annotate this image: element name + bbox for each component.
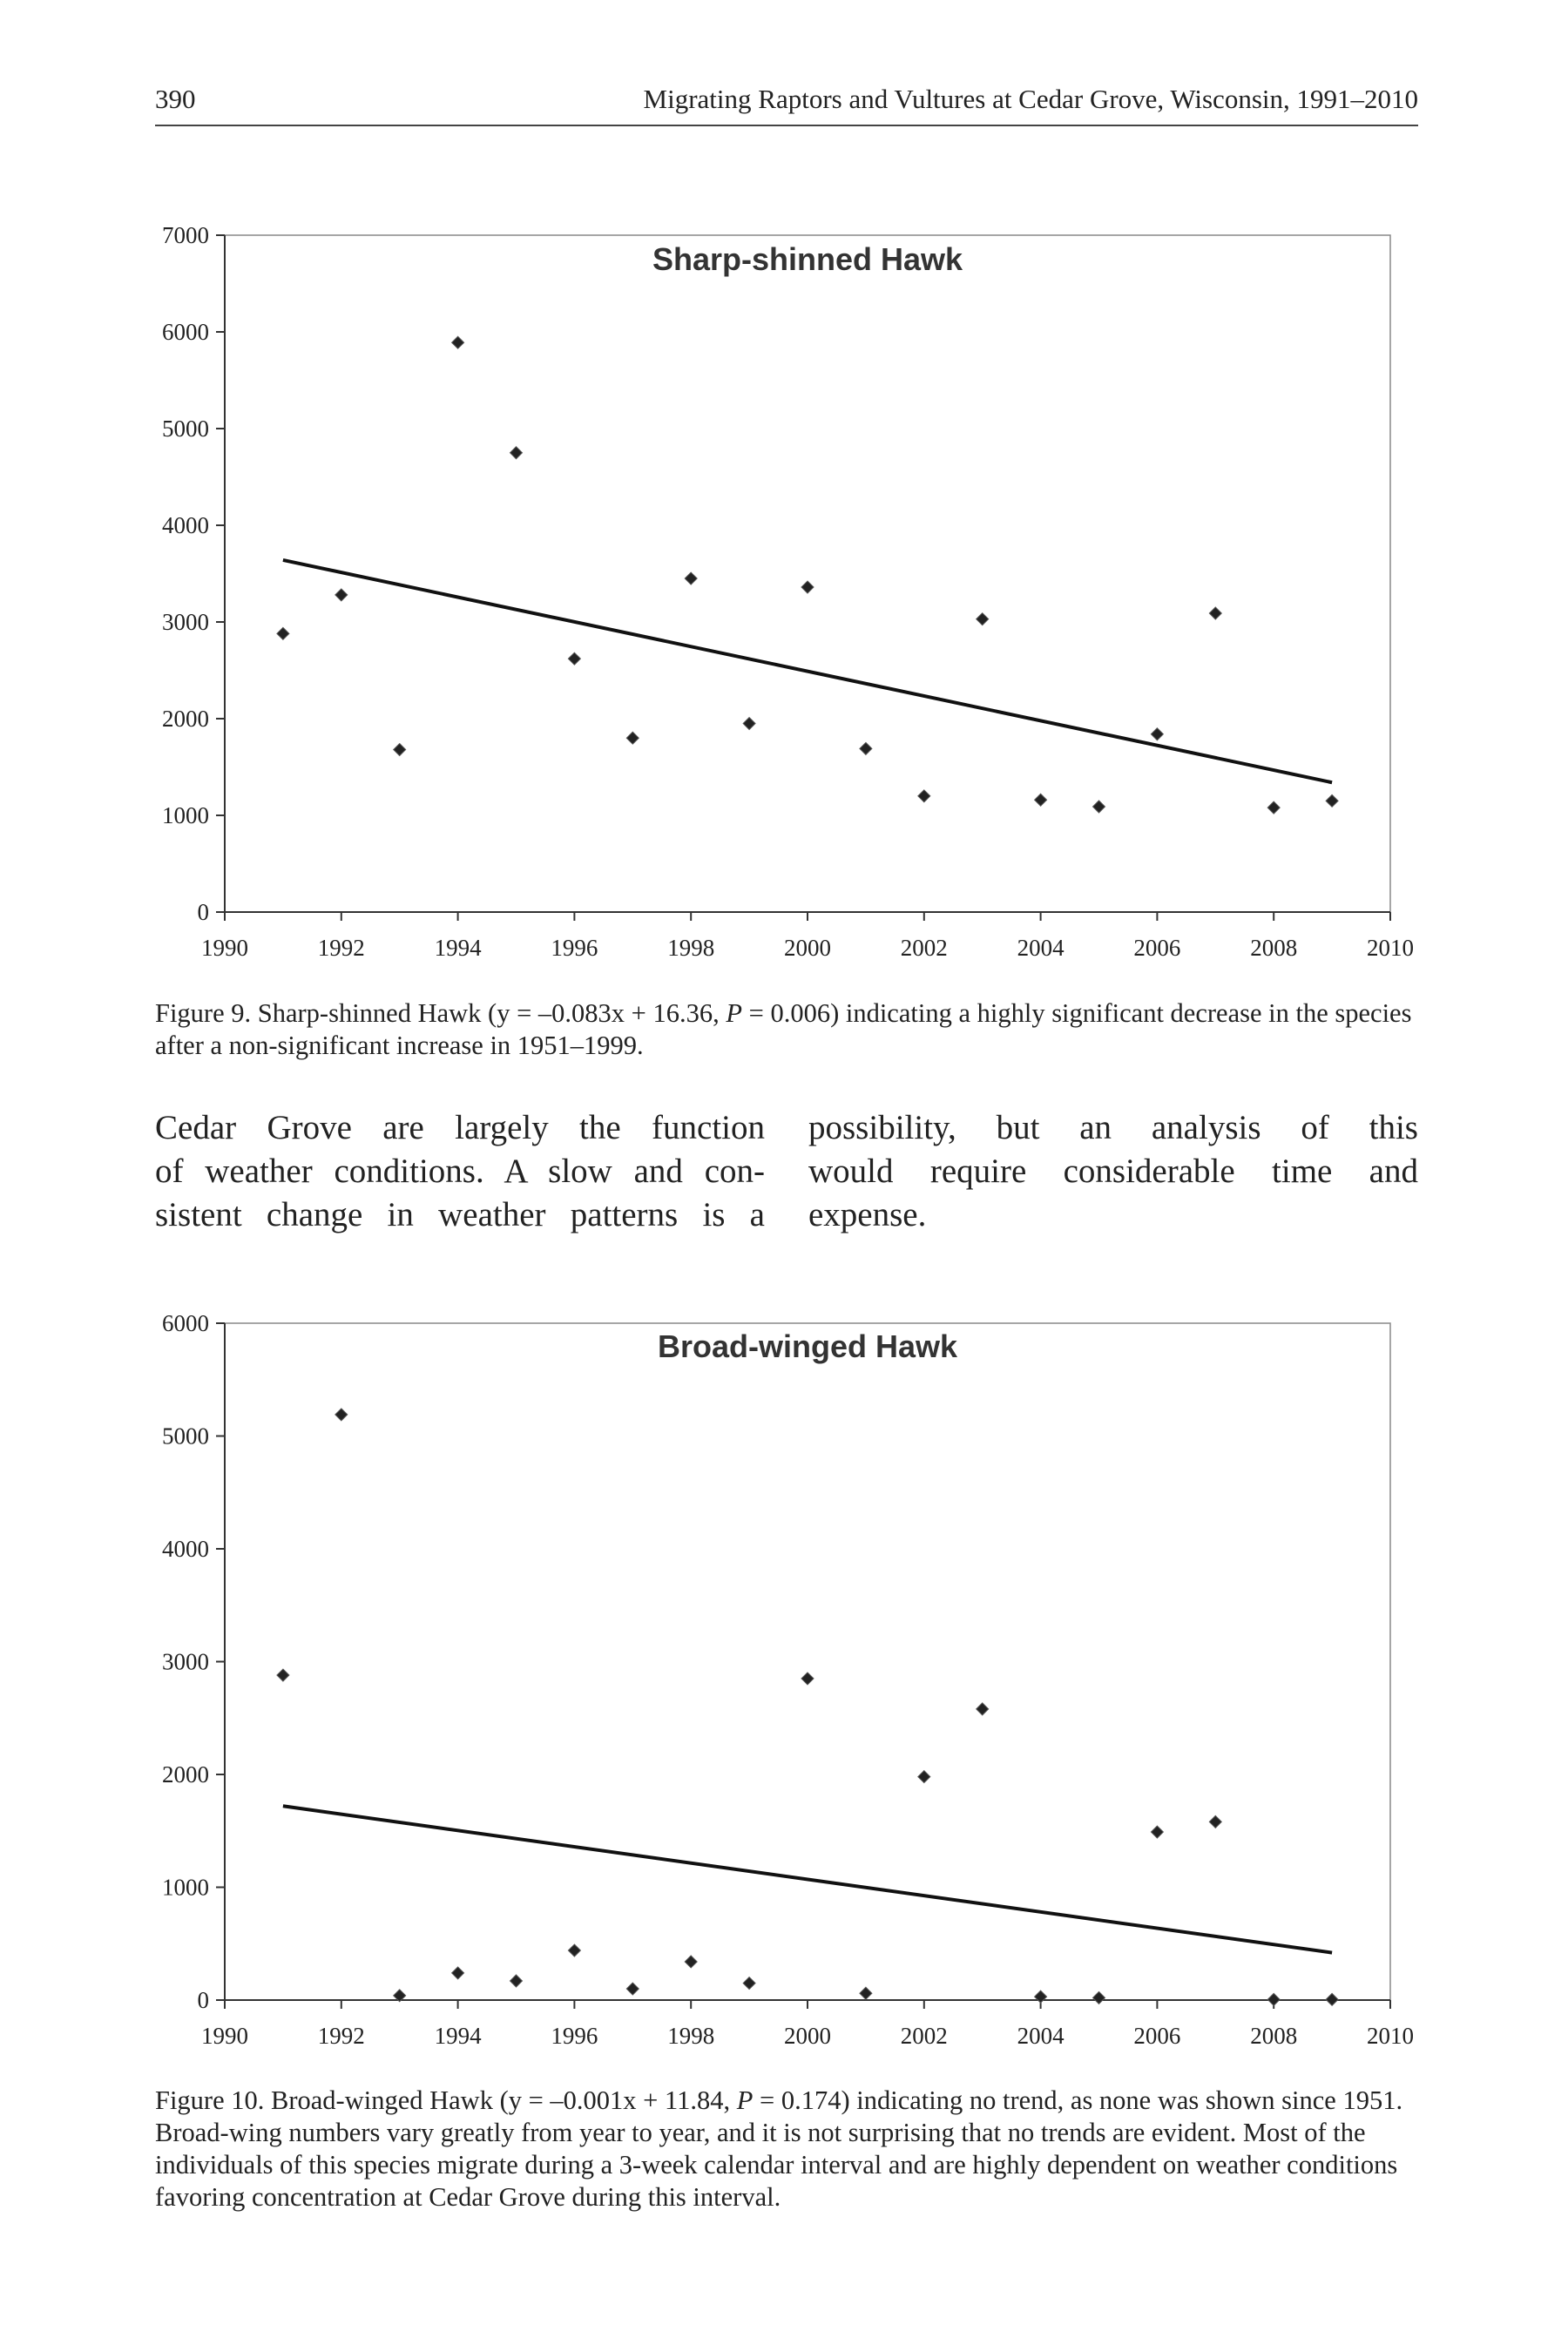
x-tick-label: 1998: [667, 935, 715, 961]
y-tick-label: 5000: [162, 1423, 209, 1450]
data-point: [510, 447, 523, 459]
x-tick-label: 2010: [1367, 2023, 1414, 2049]
sharp-shinned-hawk-chart: [0, 0, 1568, 976]
x-tick-label: 1994: [434, 2023, 482, 2049]
data-point: [394, 744, 406, 756]
x-tick-label: 2008: [1250, 2023, 1298, 2049]
data-point: [1209, 1815, 1221, 1828]
x-tick-label: 1996: [551, 2023, 598, 2049]
data-point: [1326, 1993, 1338, 2005]
data-point: [977, 1703, 989, 1715]
data-point: [568, 652, 580, 665]
data-point: [510, 1975, 523, 1987]
y-tick-label: 2000: [162, 1761, 209, 1788]
body-line: sistent change in weather patterns is a: [155, 1196, 765, 1233]
body-text-column-1: [155, 1106, 765, 1237]
data-point: [1035, 794, 1047, 806]
data-point: [1151, 1826, 1163, 1838]
x-tick-label: 2002: [900, 2023, 948, 2049]
x-tick-label: 2000: [784, 2023, 831, 2049]
body-line: expense.: [808, 1196, 927, 1233]
figure-10-caption-p: P: [736, 2085, 754, 2115]
y-tick-label: 6000: [162, 1310, 209, 1336]
x-tick-label: 2004: [1017, 935, 1064, 961]
data-point: [277, 1669, 289, 1681]
broad-winged-hawk-chart-svg: [0, 1272, 1568, 2082]
x-tick-label: 2000: [784, 935, 831, 961]
x-tick-label: 1990: [201, 935, 248, 961]
y-tick-label: 6000: [162, 319, 209, 345]
data-point: [568, 1944, 580, 1957]
data-point: [860, 742, 872, 754]
data-point: [452, 336, 464, 348]
data-point: [801, 581, 814, 593]
x-tick-label: 1994: [434, 935, 482, 961]
data-point: [918, 790, 930, 802]
figure-9-caption-b: = 0.006) indicating a highly significant decrease in the species after a non-significant increase in 1951–1999.: [155, 998, 1412, 1060]
x-tick-label: 2006: [1133, 935, 1181, 961]
data-point: [1267, 1993, 1280, 2005]
plot-area-frame: [225, 235, 1390, 912]
data-point: [626, 732, 639, 744]
data-point: [1093, 1991, 1105, 2004]
data-point: [918, 1771, 930, 1783]
x-tick-label: 2004: [1017, 2023, 1064, 2049]
data-point: [743, 1977, 755, 1990]
broad-winged-hawk-chart: [0, 1272, 1568, 2082]
x-tick-label: 1992: [317, 935, 365, 961]
sharp-shinned-hawk-chart-svg: [0, 0, 1568, 976]
data-point: [685, 572, 697, 585]
y-tick-label: 0: [197, 899, 209, 925]
figure-10-caption-a: Figure 10. Broad-winged Hawk (y = –0.001x + 11.84,: [155, 2085, 737, 2115]
body-line: Cedar Grove are largely the function: [155, 1109, 765, 1146]
page-number: 390: [155, 84, 196, 114]
figure-10-caption-b: = 0.174) indicating no trend, as none was shown since 1951. Broad-wing numbers vary greatly from year to year, and it is not surprising that no trends are evident. Most of the individuals of this species migrate during a 3-week calendar interval and are highly dependent on weather conditions favoring concentration at Cedar Grove during this interval.: [155, 2085, 1403, 2212]
running-title: Migrating Raptors and Vultures at Cedar Grove, Wisconsin, 1991–2010: [643, 84, 1418, 114]
data-point: [743, 718, 755, 730]
body-line: would require considerable time and: [808, 1152, 1418, 1190]
body-text-column-2: [808, 1106, 1418, 1237]
y-tick-label: 1000: [162, 802, 209, 828]
data-point: [1326, 794, 1338, 807]
data-point: [1093, 801, 1105, 813]
data-point: [801, 1673, 814, 1685]
figure-9-caption-a: Figure 9. Sharp-shinned Hawk (y = –0.083x + 16.36,: [155, 998, 727, 1028]
data-point: [860, 1987, 872, 1999]
data-point: [1151, 728, 1163, 740]
y-tick-label: 3000: [162, 609, 209, 635]
body-line: of weather conditions. A slow and con-: [155, 1152, 765, 1190]
x-tick-label: 1998: [667, 2023, 715, 2049]
x-tick-label: 2006: [1133, 2023, 1181, 2049]
chart-title: Broad-winged Hawk: [657, 1328, 958, 1364]
y-tick-label: 0: [197, 1987, 209, 2013]
x-tick-label: 2010: [1367, 935, 1414, 961]
chart-title: Sharp-shinned Hawk: [652, 241, 963, 277]
data-point: [277, 627, 289, 639]
y-tick-label: 4000: [162, 512, 209, 538]
data-point: [626, 1983, 639, 1995]
x-tick-label: 2002: [900, 935, 948, 961]
figure-9-caption-p: P: [726, 998, 742, 1028]
y-tick-label: 2000: [162, 706, 209, 732]
trend-line: [283, 1806, 1332, 1952]
y-tick-label: 1000: [162, 1874, 209, 1901]
body-line: possibility, but an analysis of this: [808, 1109, 1418, 1146]
x-tick-label: 1992: [317, 2023, 365, 2049]
y-tick-label: 5000: [162, 416, 209, 442]
figure-9-caption: [155, 997, 1418, 1062]
y-tick-label: 3000: [162, 1648, 209, 1675]
plot-area-frame: [225, 1323, 1390, 2000]
y-tick-label: 7000: [162, 222, 209, 248]
data-point: [1035, 1990, 1047, 2003]
data-point: [335, 1409, 348, 1421]
data-point: [685, 1956, 697, 1968]
data-point: [452, 1967, 464, 1979]
data-point: [977, 613, 989, 625]
data-point: [335, 589, 348, 601]
y-tick-label: 4000: [162, 1536, 209, 1562]
x-tick-label: 1996: [551, 935, 598, 961]
data-point: [1209, 607, 1221, 619]
figure-10-caption: [155, 2085, 1418, 2213]
x-tick-label: 2008: [1250, 935, 1298, 961]
data-point: [1267, 801, 1280, 814]
x-tick-label: 1990: [201, 2023, 248, 2049]
